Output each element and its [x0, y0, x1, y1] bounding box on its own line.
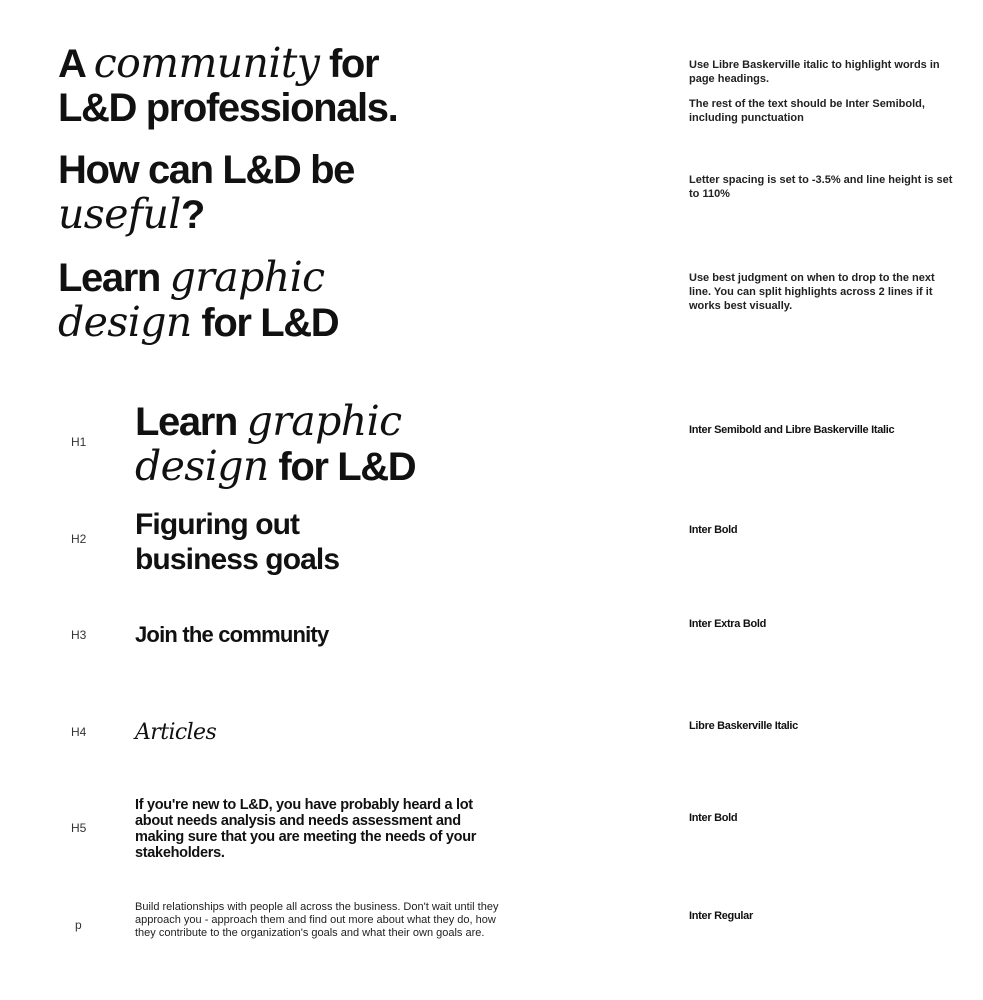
guideline-note-highlight — [689, 58, 959, 125]
example-heading-line — [58, 192, 354, 237]
spec-tag-p: p — [75, 918, 82, 932]
spec-sample-h1 — [135, 399, 415, 489]
guideline-text: Letter spacing is set to -3.5% and line height is set to 110% — [689, 174, 953, 200]
heading-text: Learn — [58, 256, 170, 300]
heading-text: for — [319, 42, 379, 86]
heading-text: ? — [180, 193, 204, 237]
spec-font-h2: Inter Bold — [689, 524, 738, 536]
sample-line — [135, 399, 415, 444]
spec-sample-h4: Articles — [135, 720, 217, 745]
guideline-text: The rest of the text should be Inter Semibold, including punctuation — [689, 98, 925, 124]
spec-sample-p: Build relationships with people all across the business. Don't wait until they approach you - approach them and find out more about what they do, how they contribute to the organization's goals and what their own goals are. — [135, 901, 499, 939]
sample-line: Figuring out — [135, 508, 300, 541]
example-heading-line — [58, 255, 338, 300]
sample-italic-highlight: design — [135, 442, 269, 490]
example-heading-community — [58, 41, 397, 130]
sample-italic-highlight: graphic — [246, 397, 402, 445]
sample-line: business goals — [135, 543, 340, 576]
heading-italic-highlight: useful — [58, 190, 181, 238]
spec-font-h3: Inter Extra Bold — [689, 618, 767, 630]
spec-font-h5: Inter Bold — [689, 812, 738, 824]
sample-line — [135, 444, 415, 489]
heading-italic-highlight: design — [58, 298, 192, 346]
example-heading-graphic-design — [58, 255, 338, 345]
sample-text: for L&D — [268, 445, 416, 489]
sample-text: Learn — [135, 400, 247, 444]
spec-tag-h2: H2 — [71, 532, 87, 546]
guideline-note-spacing — [689, 173, 959, 201]
spec-tag-h3: H3 — [71, 628, 87, 642]
spec-sample-h3: Join the community — [135, 622, 329, 647]
guideline-note-line-breaks — [689, 271, 959, 313]
spec-sample-h2 — [135, 507, 339, 577]
spec-font-p: Inter Regular — [689, 910, 753, 922]
example-heading-line — [58, 41, 397, 86]
heading-text: A — [58, 42, 94, 86]
guideline-text: Use best judgment on when to drop to the next line. You can split highlights across 2 lines if it works best visually. — [689, 272, 935, 312]
heading-italic-highlight: community — [93, 39, 320, 87]
spec-font-h1: Inter Semibold and Libre Baskerville Italic — [689, 424, 895, 436]
guideline-text: Use Libre Baskerville italic to highlight words in page headings. — [689, 59, 940, 85]
spec-tag-h5: H5 — [71, 821, 87, 835]
spec-font-h4: Libre Baskerville Italic — [689, 720, 798, 732]
example-heading-useful — [58, 148, 354, 237]
example-heading-line: L&D professionals. — [58, 86, 398, 130]
heading-text: for L&D — [191, 301, 339, 345]
heading-italic-highlight: graphic — [169, 253, 325, 301]
spec-tag-h4: H4 — [71, 725, 87, 739]
example-heading-line: How can L&D be — [58, 148, 354, 192]
spec-tag-h1: H1 — [71, 435, 87, 449]
example-heading-line — [58, 300, 338, 345]
spec-sample-h5: If you're new to L&D, you have probably heard a lot about needs analysis and needs assessment and making sure that you are meeting the needs of your stakeholders. — [135, 797, 477, 861]
